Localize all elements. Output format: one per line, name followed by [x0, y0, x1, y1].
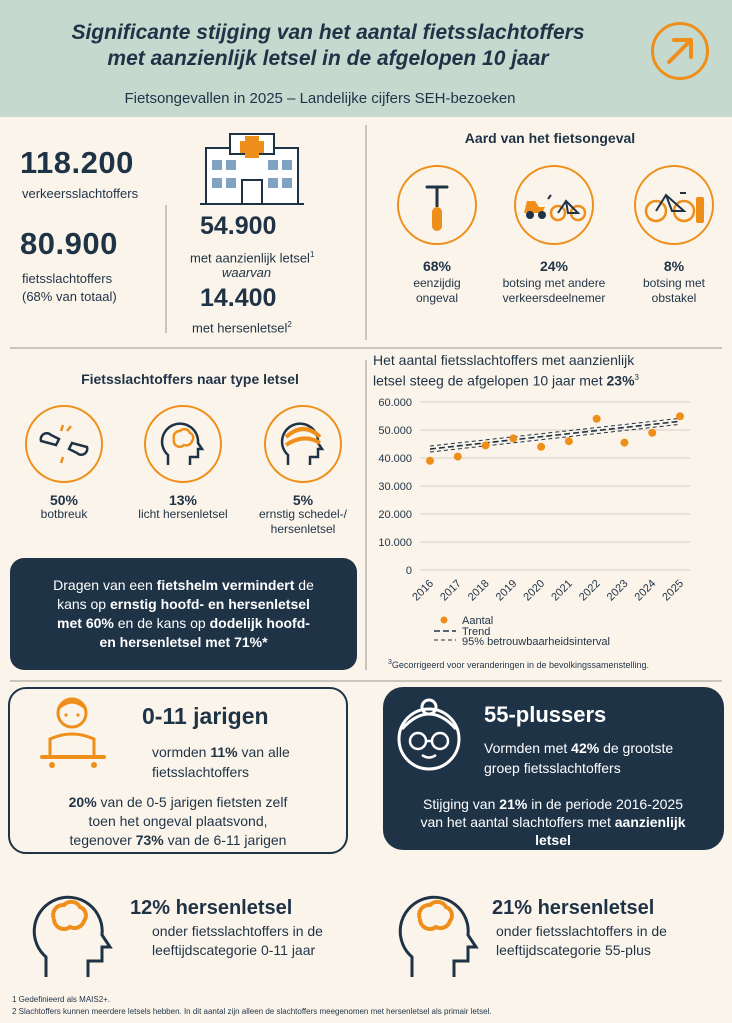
bike-obstacle-icon: [634, 165, 714, 245]
x-tick-label: 2016: [410, 577, 437, 604]
cyclist-victims-value: 80.900: [20, 226, 118, 261]
x-tick-label: 2020: [521, 577, 548, 604]
brain-injury-label: met hersenletsel$^2$: [192, 320, 292, 336]
legend-label-ci: 95% betrouwbaarheidsinterval: [462, 636, 610, 648]
injury-type-title: Fietsslachtoffers naar type letsel: [81, 371, 299, 387]
data-point: [648, 429, 656, 437]
y-tick-label: 10.000: [378, 537, 412, 549]
trend-line: [430, 421, 680, 449]
brain-kids-text: onder fietsslachtoffers in de leeftijdscategorie 0-11 jaar: [152, 923, 323, 958]
x-tick-label: 2024: [632, 577, 659, 604]
brain-seniors-text: onder fietsslachtoffers in de leeftijdscategorie 55-plus: [496, 923, 667, 958]
data-point: [482, 441, 490, 449]
seniors-title: 55-plussers: [484, 702, 607, 727]
x-tick-label: 2022: [576, 577, 603, 604]
of-which-label: waarvan: [222, 265, 272, 280]
horizontal-divider-1: [10, 347, 722, 349]
x-tick-label: 2019: [493, 577, 520, 604]
accident-label-single: eenzijdig ongeval: [413, 276, 461, 305]
scatter-chart: [368, 392, 708, 657]
arrow-up-right-icon: [651, 22, 709, 80]
data-point: [537, 443, 545, 451]
cyclist-share-label: (68% van totaal): [22, 289, 117, 304]
accident-label-obstacle: botsing met obstakel: [642, 276, 706, 305]
child-cyclist-icon: [38, 693, 112, 778]
head-brain-icon: [144, 405, 222, 483]
footnotes: [12, 994, 722, 1018]
brain-kids-title: 12% hersenletsel: [130, 897, 293, 919]
footnote-2: 2 Slachtoffers kunnen meerdere letsels hebben. In dit aantal zijn alleen de slachtoffers meegenomen met hersenletsel als primair letsel.: [12, 1007, 492, 1016]
accident-pct-collision: 24%: [539, 258, 569, 274]
cyclist-victims-label: fietsslachtoffers: [22, 271, 113, 286]
broken-bone-icon: [25, 405, 103, 483]
legend-label-aantal: Aantal: [462, 615, 494, 627]
accident-label-collision: botsing met andere verkeersdeelnemer: [502, 276, 606, 305]
x-tick-label: 2018: [465, 577, 492, 604]
y-tick-label: 0: [405, 565, 412, 577]
injury-pct-severe: 5%: [292, 492, 314, 508]
stats-divider: [165, 205, 167, 333]
elderly-person-icon: [388, 695, 470, 782]
seniors-detail-text: Stijging van 21% in de periode 2016-2025 van het aantal slachtoffers met aanzienlijk letsel: [420, 796, 686, 848]
ci-upper-line: [430, 418, 680, 446]
total-victims-value: 118.200: [20, 145, 134, 180]
data-point: [509, 434, 517, 442]
bike-collision-icon: [514, 165, 594, 245]
x-tick-label: 2021: [549, 577, 576, 604]
kids-detail-text: 20% van de 0-5 jarigen fietsten zelf toen het ongeval plaatsvond, tegenover 73% van de 6-11 jarigen: [68, 794, 288, 848]
serious-injury-label: met aanzienlijk letsel$^1$: [190, 250, 315, 266]
data-point: [676, 412, 684, 420]
y-tick-label: 60.000: [378, 397, 412, 409]
data-point: [565, 437, 573, 445]
accident-pct-single: 68%: [422, 258, 452, 274]
head-brain-icon: [388, 873, 484, 988]
x-tick-label: 2025: [660, 577, 687, 604]
serious-injury-value: 54.900: [200, 212, 277, 240]
data-point: [593, 415, 601, 423]
helmet-callout: Dragen van een fietshelm vermindert de kans op ernstig hoofd- en hersenletsel met 60% en de kans op dodelijk hoofd- en hersenletsel met 71%*: [10, 558, 357, 670]
injury-label-mild-brain: licht hersenletsel: [138, 507, 228, 521]
horizontal-divider-2: [10, 680, 722, 682]
injury-pct-bone: 50%: [49, 492, 79, 508]
page-title: Significante stijging van het aantal fietsslachtoffers met aanzienlijk letsel in de afgelopen 10 jaar: [71, 21, 585, 70]
y-tick-label: 40.000: [378, 453, 412, 465]
chart-footnote: $^3$Gecorrigeerd voor veranderingen in de bevolkingssamenstelling.: [388, 659, 650, 670]
kids-share-text: vormden 11% van alle fietsslachtoffers: [152, 744, 290, 780]
data-point: [620, 439, 628, 447]
y-tick-label: 30.000: [378, 481, 412, 493]
bandaged-head-icon: [264, 405, 342, 483]
x-tick-label: 2017: [438, 577, 464, 604]
brain-seniors-title: 21% hersenletsel: [492, 897, 655, 919]
y-tick-label: 50.000: [378, 425, 412, 437]
accident-pct-obstacle: 8%: [663, 258, 685, 274]
injury-pct-mild-brain: 13%: [168, 492, 198, 508]
total-victims-label: verkeersslachtoffers: [22, 186, 139, 201]
ci-lower-line: [430, 424, 680, 452]
seniors-share-text: Vormden met 42% de grootste groep fietsslachtoffers: [484, 740, 674, 776]
bicycle-front-icon: [397, 165, 477, 245]
vertical-divider-mid: [365, 360, 367, 670]
page-subtitle: Fietsongevallen in 2025 – Landelijke cijfers SEH-bezoeken: [124, 90, 516, 107]
accident-type-title: Aard van het fietsongeval: [464, 130, 636, 146]
injury-label-severe: ernstig schedel-/ hersenletsel: [258, 507, 348, 536]
legend-marker-aantal: [441, 617, 448, 624]
chart-title: Het aantal fietsslachtoffers met aanzienlijk letsel steeg de afgelopen 10 jaar met 23%$^3$: [373, 352, 639, 389]
legend-label-trend: Trend: [462, 626, 491, 638]
vertical-divider-top: [365, 125, 367, 340]
x-tick-label: 2023: [604, 577, 631, 604]
data-point: [454, 453, 462, 461]
data-point: [426, 457, 434, 465]
brain-injury-value: 14.400: [200, 284, 277, 312]
hospital-icon: [200, 126, 304, 213]
injury-label-bone: botbreuk: [40, 507, 88, 521]
head-brain-icon: [22, 873, 118, 988]
footnote-1: 1 Gedefinieerd als MAIS2+.: [12, 995, 111, 1004]
kids-title: 0-11 jarigen: [142, 703, 269, 729]
y-tick-label: 20.000: [378, 509, 412, 521]
